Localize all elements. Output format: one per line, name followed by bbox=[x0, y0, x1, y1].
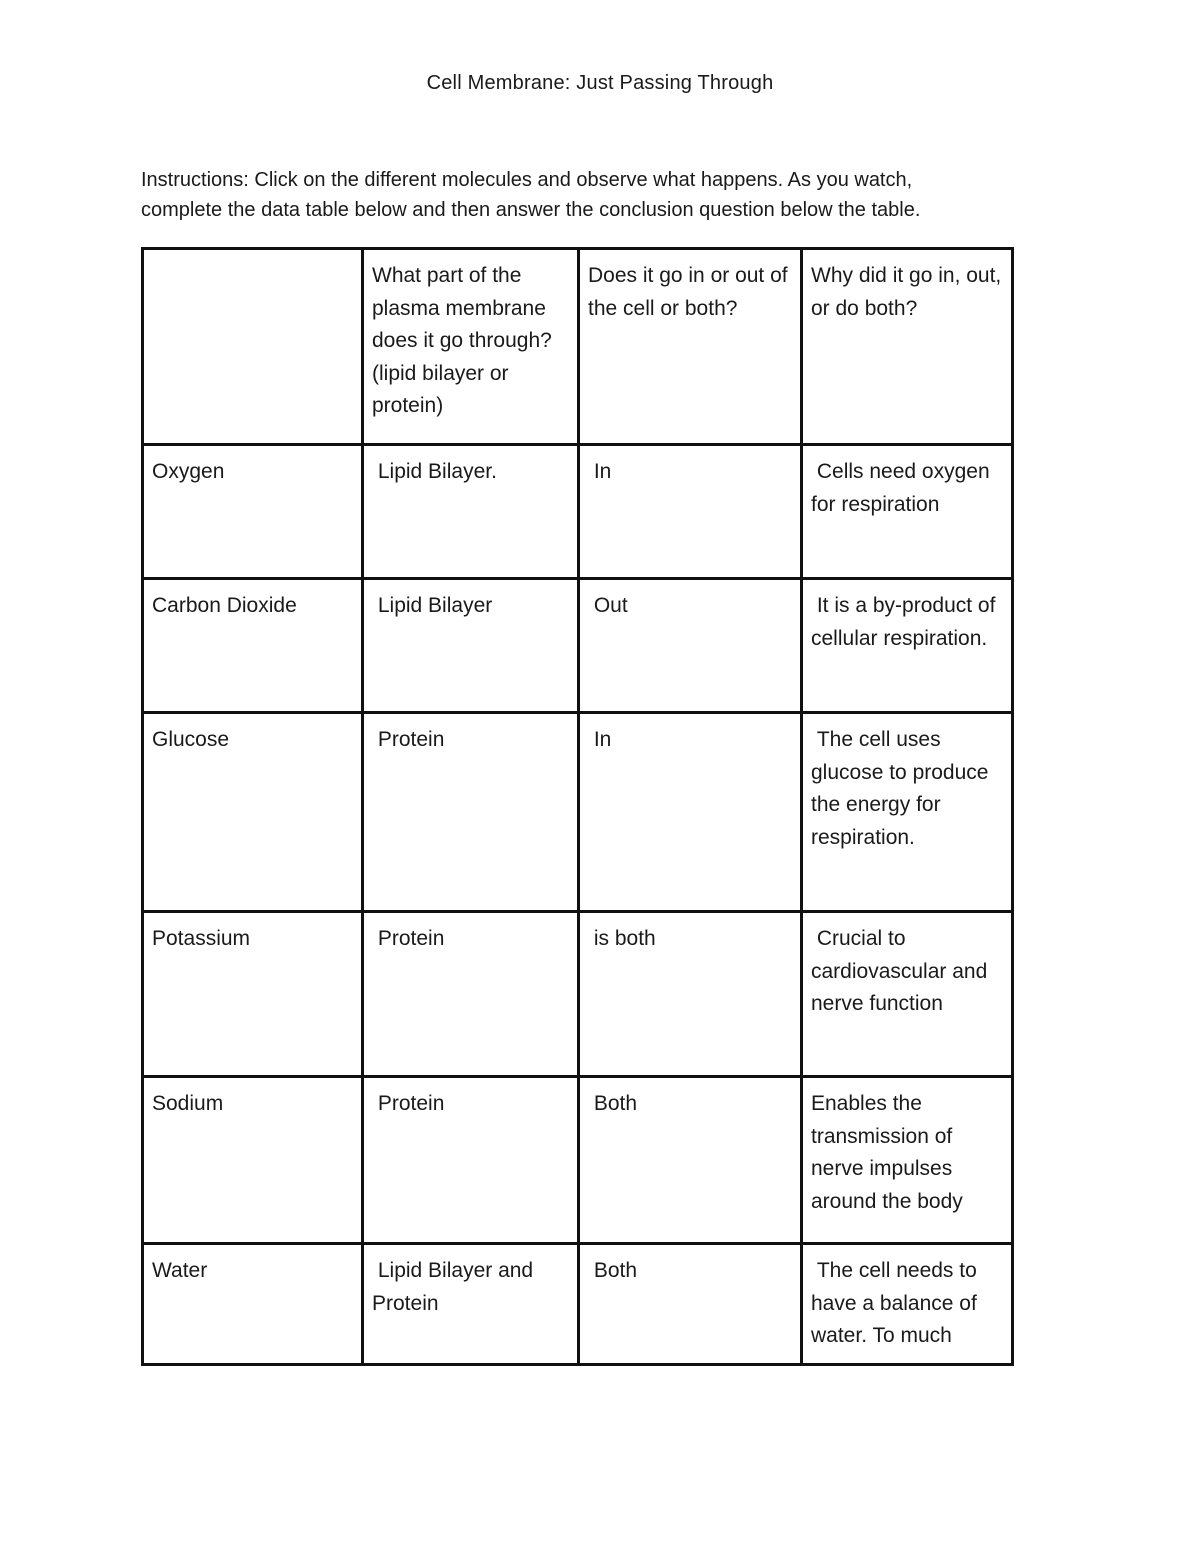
cell-direction: Both bbox=[579, 1244, 802, 1365]
cell-direction: is both bbox=[579, 912, 802, 1077]
table-row bbox=[143, 445, 1013, 579]
cell-molecule: Water bbox=[143, 1244, 363, 1365]
cell-molecule: Carbon Dioxide bbox=[143, 579, 363, 713]
instructions bbox=[141, 165, 1021, 225]
cell-molecule: Glucose bbox=[143, 713, 363, 912]
cell-membrane-part: Lipid Bilayer and Protein bbox=[363, 1244, 579, 1365]
cell-molecule: Oxygen bbox=[143, 445, 363, 579]
cell-direction: Out bbox=[579, 579, 802, 713]
cell-membrane-part: Protein bbox=[363, 912, 579, 1077]
cell-membrane-part: Lipid Bilayer. bbox=[363, 445, 579, 579]
table-row bbox=[143, 713, 1013, 912]
header-cell-direction: Does it go in or out of the cell or both? bbox=[579, 249, 802, 445]
cell-reason: The cell uses glucose to produce the energy for respiration. bbox=[802, 713, 1013, 912]
cell-direction: Both bbox=[579, 1077, 802, 1244]
cell-molecule: Potassium bbox=[143, 912, 363, 1077]
cell-reason: Cells need oxygen for respiration bbox=[802, 445, 1013, 579]
table-row bbox=[143, 912, 1013, 1077]
cell-reason: Crucial to cardiovascular and nerve function bbox=[802, 912, 1013, 1077]
table-row bbox=[143, 1244, 1013, 1365]
table-row bbox=[143, 579, 1013, 713]
cell-reason: Enables the transmission of nerve impulses around the body bbox=[802, 1077, 1013, 1244]
table-row bbox=[143, 1077, 1013, 1244]
cell-membrane-part: Protein bbox=[363, 1077, 579, 1244]
header-cell-reason: Why did it go in, out, or do both? bbox=[802, 249, 1013, 445]
cell-reason: It is a by-product of cellular respiration. bbox=[802, 579, 1013, 713]
header-cell-membrane-part: What part of the plasma membrane does it go through? (lipid bilayer or protein) bbox=[363, 249, 579, 445]
cell-membrane-part: Protein bbox=[363, 713, 579, 912]
cell-membrane-part: Lipid Bilayer bbox=[363, 579, 579, 713]
cell-reason: The cell needs to have a balance of water. To much bbox=[802, 1244, 1013, 1365]
instructions-line-1: Instructions: Click on the different molecules and observe what happens. As you watch, bbox=[141, 169, 913, 191]
cell-direction: In bbox=[579, 445, 802, 579]
data-table bbox=[141, 247, 1014, 1366]
instructions-line-2: complete the data table below and then answer the conclusion question below the table. bbox=[141, 199, 921, 221]
cell-molecule: Sodium bbox=[143, 1077, 363, 1244]
header-cell-blank bbox=[143, 249, 363, 445]
cell-direction: In bbox=[579, 713, 802, 912]
page-title: Cell Membrane: Just Passing Through bbox=[426, 72, 774, 94]
table-header-row bbox=[143, 249, 1013, 445]
